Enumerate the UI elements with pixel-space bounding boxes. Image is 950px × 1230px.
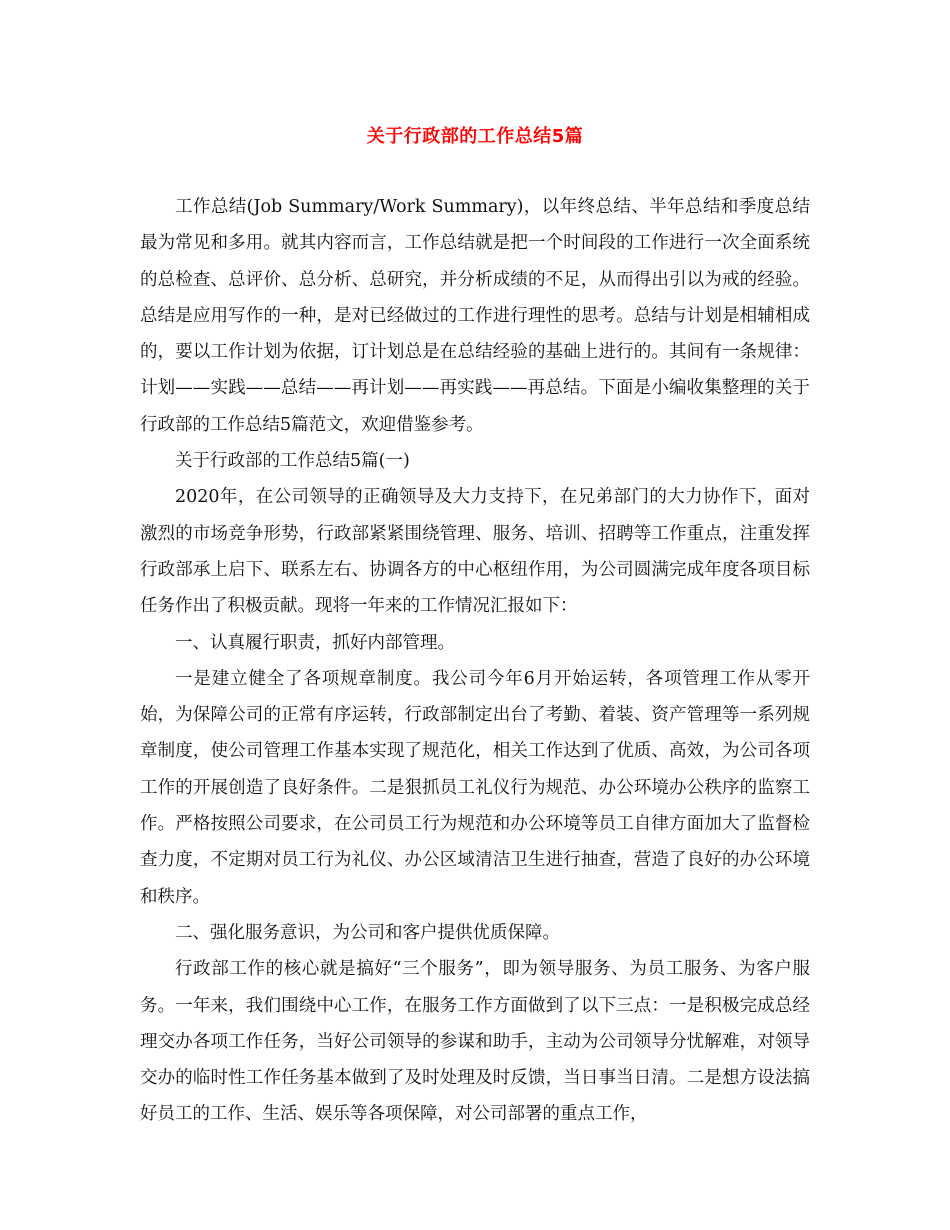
section-heading-part-one: 关于行政部的工作总结5篇(一) bbox=[175, 451, 410, 472]
document-title: 关于行政部的工作总结5篇 bbox=[366, 126, 584, 147]
paragraph-rules-system: 一是建立健全了各项规章制度。我公司今年6月开始运转，各项管理工作从零开始，为保障公司的正常有序运转，行政部制定出台了考勤、着装、资产管理等一系列规章制度，使公司管理工作基本实现了规范化，相关工作达到了优质、高效，为公司各项工作的开展创造了良好条件。二是狠抓员工礼仪行为规范、办公环境办公秩序的监察工作。严格按照公司要求，在公司员工行为规范和办公环境等员工自律方面加大了监督检查力度，不定期对员工行为礼仪、办公区域清洁卫生进行抽查，营造了良好的办公环境和秩序。 bbox=[140, 668, 810, 907]
paragraph-three-services: 行政部工作的核心就是搞好“三个服务”，即为领导服务、为员工服务、为客户服务。一年来，我们围绕中心工作，在服务工作方面做到了以下三点：一是积极完成总经理交办各项工作任务，当好公司领导的参谋和助手，主动为公司领导分忧解难，对领导交办的临时性工作任务基本做到了及时处理及时反馈，当日事当日清。二是想方设法搞好员工的工作、生活、娱乐等各项保障，对公司部署的重点工作， bbox=[140, 959, 810, 1125]
paragraph-intro: 工作总结(Job Summary/Work Summary)，以年终总结、半年总结和季度总结最为常见和多用。就其内容而言，工作总结就是把一个时间段的工作进行一次全面系统的总检查、总评价、总分析、总研究，并分析成绩的不足，从而得出引以为戒的经验。总结是应用写作的一种，是对已经做过的工作进行理性的思考。总结与计划是相辅相成的，要以工作计划为依据，订计划总是在总结经验的基础上进行的。其间有一条规律：计划——实践——总结——再计划——再实践——再总结。下面是小编收集整理的关于行政部的工作总结5篇范文，欢迎借鉴参考。 bbox=[140, 197, 810, 435]
subheading-service-awareness: 二、强化服务意识，为公司和客户提供优质保障。 bbox=[175, 922, 560, 943]
subheading-internal-management: 一、认真履行职责，抓好内部管理。 bbox=[175, 632, 455, 653]
paragraph-overview: 2020年，在公司领导的正确领导及大力支持下，在兄弟部门的大力协作下，面对激烈的市场竞争形势，行政部紧紧围绕管理、服务、培训、招聘等工作重点，注重发挥行政部承上启下、联系左右、协调各方的中心枢纽作用，为公司圆满完成年度各项目标任务作出了积极贡献。现将一年来的工作情况汇报如下： bbox=[140, 487, 810, 617]
document-body bbox=[140, 189, 810, 1133]
